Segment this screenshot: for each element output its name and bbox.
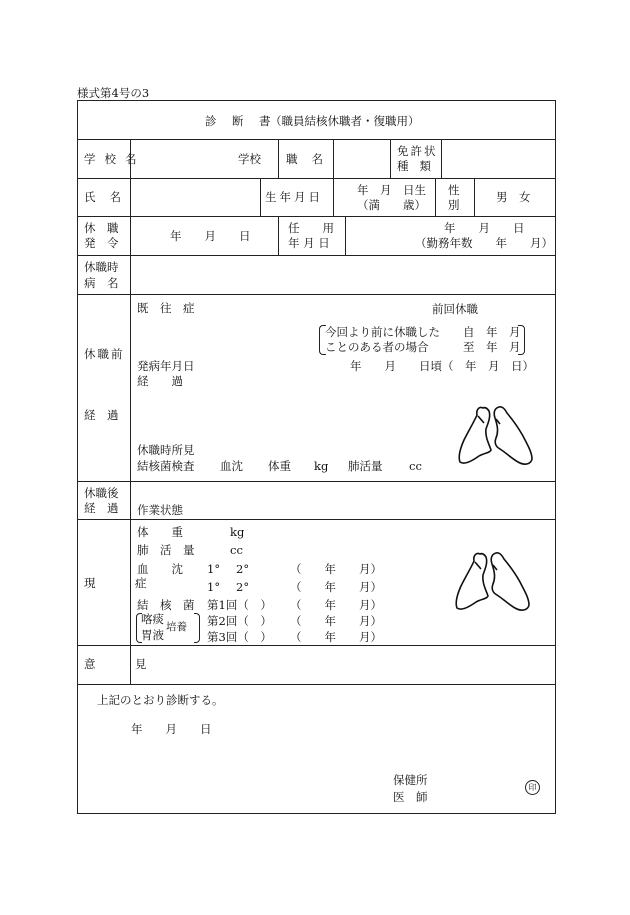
previous-leave-condition-1: 今回より前に休職した — [325, 325, 440, 339]
tb-exam: 結核菌検査 — [137, 459, 195, 473]
esr-2-hour: 2° — [236, 562, 250, 576]
label-school-name: 学校名 — [84, 152, 146, 166]
diagnosis-statement: 上記のとおり診断する。 — [97, 693, 224, 707]
lung-diagram-icon — [455, 404, 540, 470]
trial-3: 第3回（ ） — [207, 630, 272, 644]
divider — [77, 481, 556, 482]
label-sex-2: 別 — [448, 198, 460, 212]
current-vital-unit: cc — [230, 543, 243, 557]
school-suffix: 学校 — [238, 152, 261, 166]
divider — [130, 139, 131, 684]
trial-1: 第1回（ ） — [207, 598, 272, 612]
tb-label: 結 核 菌 — [137, 598, 195, 612]
brace-right — [194, 613, 200, 643]
divider — [77, 139, 556, 140]
age-line: （満 歳） — [357, 198, 426, 212]
esr-date-2: （ 年 月） — [290, 580, 382, 594]
health-center-label: 保健所 — [393, 773, 428, 787]
sex-options: 男 女 — [496, 190, 531, 204]
sputum-label: 喀痰 — [141, 612, 164, 626]
previous-leave-to: 至 年 月 — [463, 340, 521, 354]
appointment-date: 年 月 日 — [444, 221, 525, 235]
trial-1-date: （ 年 月） — [290, 598, 382, 612]
seal-mark: 印 — [525, 780, 540, 795]
brace-right — [518, 325, 525, 355]
lung-diagram-icon — [452, 550, 537, 616]
label-sex-1: 性 — [448, 183, 460, 197]
divider — [77, 684, 556, 685]
label-current-condition: 現 症 — [84, 576, 161, 590]
doctor-label: 医 師 — [393, 790, 428, 804]
title-sub: （職員結核休職者・復職用） — [270, 114, 420, 128]
divider — [474, 178, 475, 216]
divider — [278, 139, 279, 178]
service-years: （勤務年数 年 月） — [415, 236, 553, 250]
title-main: 診 断 書 — [205, 114, 273, 128]
work-status: 作業状態 — [137, 503, 183, 517]
esr-label: 血沈 — [220, 459, 243, 473]
gastric-label: 胃液 — [141, 628, 164, 642]
weight-unit: kg — [314, 459, 329, 473]
divider — [345, 216, 346, 255]
divider — [333, 178, 334, 216]
label-license: 免許状 — [397, 144, 438, 158]
label-birth-date: 生年月日 — [265, 190, 323, 204]
label-license-type: 種類 — [397, 159, 442, 173]
current-weight-unit: kg — [230, 525, 245, 539]
label-leave-2: 発 令 — [84, 236, 119, 250]
divider — [435, 178, 436, 216]
weight-label: 体重 — [268, 459, 291, 473]
label-job-title: 職名 — [286, 152, 337, 166]
esr-2-hour-second: 2° — [236, 580, 250, 594]
divider — [77, 645, 556, 646]
label-opinion: 意 見 — [84, 657, 161, 671]
trial-2: 第2回（ ） — [207, 614, 272, 628]
label-before-leave: 休職前 — [84, 347, 125, 361]
label-after-leave-2: 経 過 — [84, 501, 119, 515]
esr-1-hour: 1° — [207, 562, 221, 576]
label-disease-1: 休職時 — [84, 260, 119, 274]
course-label: 経 過 — [137, 374, 183, 388]
leave-date: 年 月 日 — [170, 229, 251, 243]
current-vital-label: 肺 活 量 — [137, 543, 195, 557]
esr-date-1: （ 年 月） — [290, 562, 382, 576]
label-appointment-2: 年 月 日 — [288, 236, 330, 250]
past-illness: 既 往 症 — [137, 301, 195, 315]
findings-at-leave: 休職時所見 — [137, 443, 195, 457]
onset-date: 年 月 日頃（ 年 月 日） — [350, 359, 534, 373]
culture-label: 培養 — [166, 621, 187, 633]
trial-3-date: （ 年 月） — [290, 630, 382, 644]
previous-leave-from: 自 年 月 — [463, 325, 521, 339]
divider — [278, 216, 279, 255]
vital-capacity-unit: cc — [409, 459, 422, 473]
label-before-course: 経 過 — [84, 408, 119, 422]
divider — [77, 294, 556, 295]
divider — [77, 216, 556, 217]
esr-1-hour-second: 1° — [207, 580, 221, 594]
trial-2-date: （ 年 月） — [290, 614, 382, 628]
divider — [260, 178, 261, 216]
divider — [77, 178, 556, 179]
current-esr-label: 血 沈 — [137, 562, 183, 576]
diagnosis-date: 年 月 日 — [131, 722, 212, 736]
previous-leave-condition-2: ことのある者の場合 — [325, 340, 429, 354]
divider — [390, 139, 391, 178]
current-weight-label: 体 重 — [137, 525, 183, 539]
previous-leave: 前回休職 — [432, 302, 478, 316]
label-after-leave-1: 休職後 — [84, 486, 119, 500]
divider — [77, 519, 556, 520]
vital-capacity-label: 肺活量 — [348, 459, 383, 473]
onset-date-label: 発病年月日 — [137, 359, 195, 373]
label-appointment-1: 任 用 — [288, 221, 334, 235]
form-number: 様式第4号の3 — [77, 86, 150, 100]
divider — [77, 255, 556, 256]
label-leave-1: 休 職 — [84, 221, 119, 235]
label-disease-2: 病 名 — [84, 276, 119, 290]
label-name: 氏名 — [84, 190, 135, 204]
birth-date-line: 年 月 日生 — [357, 183, 426, 197]
